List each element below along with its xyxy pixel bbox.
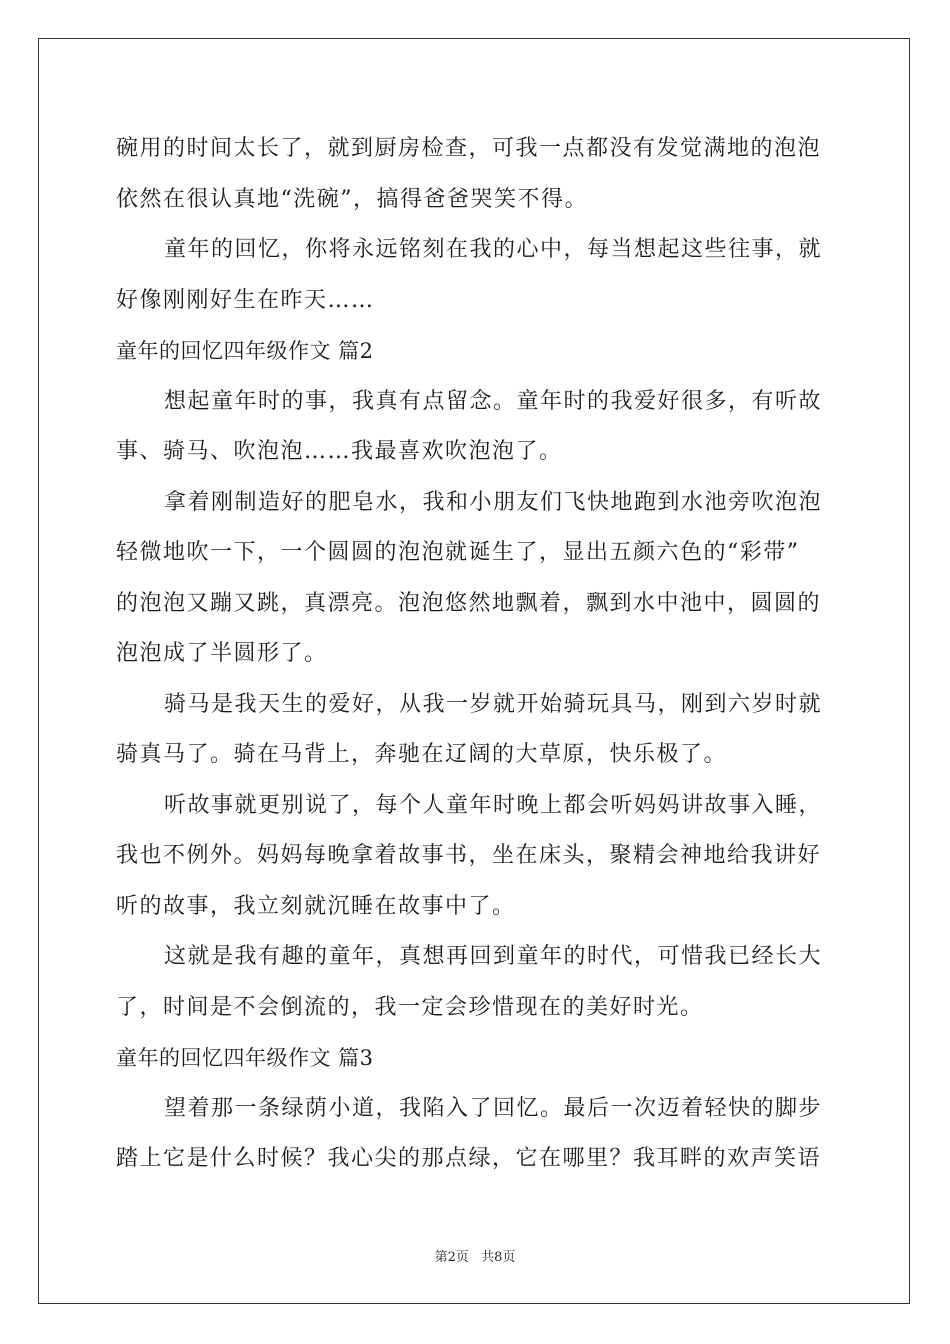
paragraph-first-line: 童年的回忆，你将永远铭刻在我的心中，每当想起这些往事，就 (164, 237, 823, 262)
paragraph-first-line: 听故事就更别说了，每个人童年时晚上都会听妈妈讲故事入睡， (164, 792, 823, 818)
paragraph-first-line: 望着那一条绿荫小道，我陷入了回忆。最后一次迈着轻快的脚步 (164, 1095, 823, 1121)
text-line: 泡泡成了半圆形了。 (116, 641, 328, 666)
page-total: 共8页 (481, 1250, 516, 1265)
text-line: 踏上它是什么时候？我心尖的那点绿，它在哪里？我耳畔的欢声笑语 (116, 1146, 822, 1171)
paragraph-first-line: 拿着刚制造好的肥皂水，我和小朋友们飞快地跑到水池旁吹泡泡 (164, 489, 823, 515)
text-line: 我也不例外。妈妈每晚拿着故事书，坐在床头，聚精会神地给我讲好 (116, 843, 822, 868)
text-line: 轻微地吹一下，一个圆圆的泡泡就诞生了，显出五颜六色的“彩带” (116, 540, 800, 565)
text-line: 碗用的时间太长了，就到厨房检查，可我一点都没有发觉满地的泡泡 (116, 136, 822, 161)
text-line: 依然在很认真地“洗碗”，搞得爸爸哭笑不得。 (116, 186, 588, 212)
page-footer (0, 1246, 950, 1265)
text-line: 听的故事，我立刻就沉睡在故事中了。 (116, 893, 516, 919)
text-line: 了，时间是不会倒流的，我一定会珍惜现在的美好时光。 (116, 994, 704, 1020)
text-line: 的泡泡又蹦又跳，真漂亮。泡泡悠然地飘着，飘到水中池中，圆圆的 (116, 590, 822, 616)
paragraph-first-line: 想起童年时的事，我真有点留念。童年时的我爱好很多，有听故 (164, 388, 823, 414)
document-body (116, 124, 834, 1185)
section-heading: 童年的回忆四年级作文 篇3 (116, 1046, 374, 1070)
paragraph-first-line: 这就是我有趣的童年，真想再回到童年的时代，可惜我已经长大 (164, 944, 823, 969)
text-line: 好像刚刚好生在昨天…… (116, 287, 375, 313)
text-line: 事、骑马、吹泡泡……我最喜欢吹泡泡了。 (116, 439, 563, 464)
section-heading: 童年的回忆四年级作文 篇2 (116, 339, 374, 363)
page-number: 第2页 (434, 1250, 469, 1265)
paragraph-first-line: 骑马是我天生的爱好，从我一岁就开始骑玩具马，刚到六岁时就 (164, 691, 823, 717)
text-line: 骑真马了。骑在马背上，奔驰在辽阔的大草原，快乐极了。 (116, 742, 728, 767)
